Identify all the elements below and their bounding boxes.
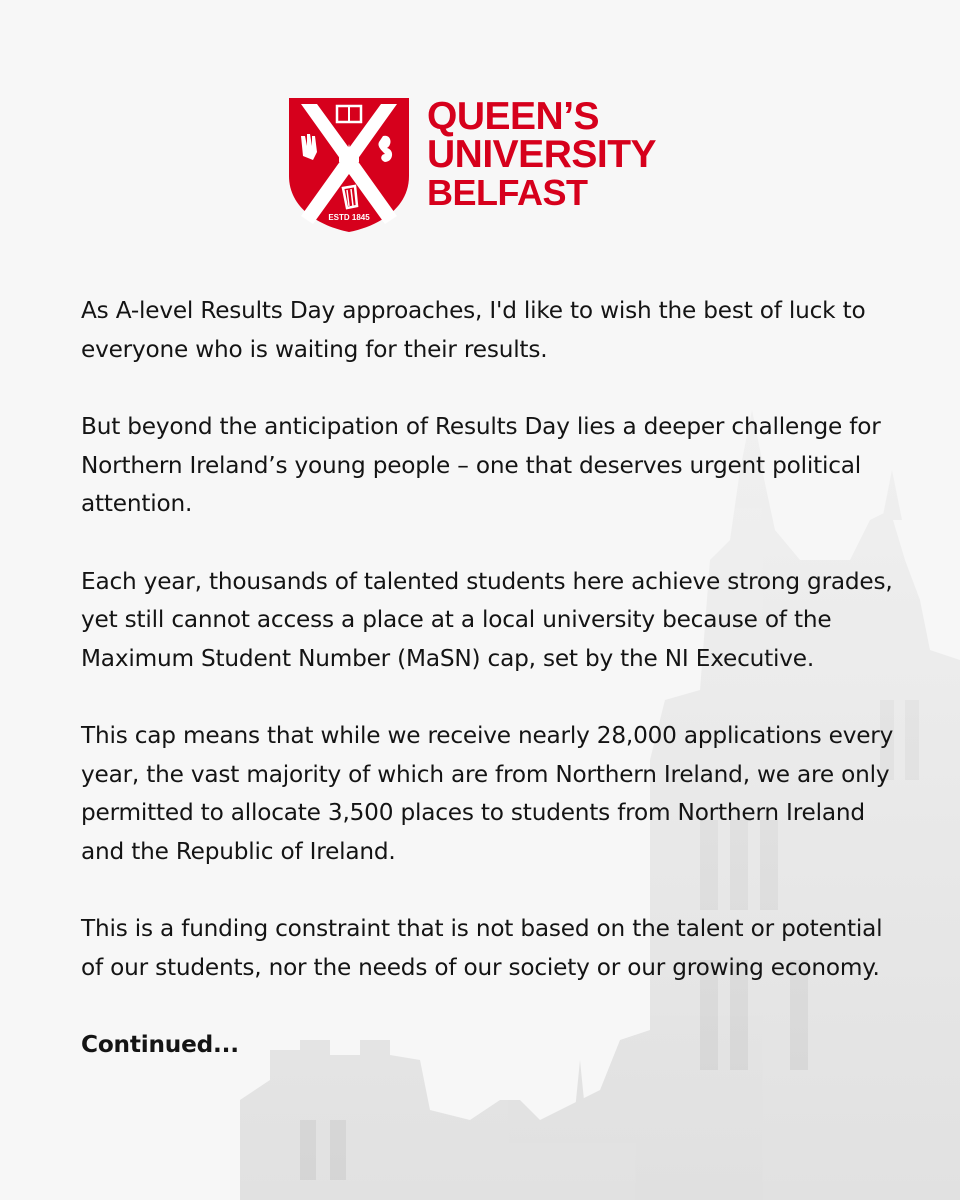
paragraph-5: This is a funding constraint that is not based on the talent or potential of our students, nor the needs of our society or our growing economy. bbox=[81, 915, 883, 981]
letter-body bbox=[81, 292, 901, 1065]
university-wordmark bbox=[427, 95, 657, 213]
paragraph-1: As A-level Results Day approaches, I'd like to wish the best of luck to everyone who is waiting for their results. bbox=[81, 297, 866, 363]
paragraph-3: Each year, thousands of talented students here achieve strong grades, yet still cannot access a place at a local university because of the Maximum Student Number (MaSN) cap, set by the NI Executive. bbox=[81, 567, 893, 672]
established-text: ESTD 1845 bbox=[328, 213, 370, 222]
paragraph-4: This cap means that while we receive nearly 28,000 applications every year, the vast majority of which are from Northern Ireland, we are only permitted to allocate 3,500 places to students from Northern Ireland and the Republic of Ireland. bbox=[81, 722, 894, 865]
wordmark-line-3: BELFAST bbox=[427, 172, 588, 213]
wordmark-line-1: QUEEN’S bbox=[427, 95, 600, 138]
crest-shield-icon bbox=[287, 96, 411, 234]
continued-label: Continued... bbox=[81, 1031, 239, 1058]
university-logo bbox=[287, 96, 687, 236]
paragraph-2: But beyond the anticipation of Results Day lies a deeper challenge for Northern Ireland’s young people – one that deserves urgent political attention. bbox=[81, 413, 881, 517]
wordmark-line-2: UNIVERSITY bbox=[427, 133, 657, 176]
